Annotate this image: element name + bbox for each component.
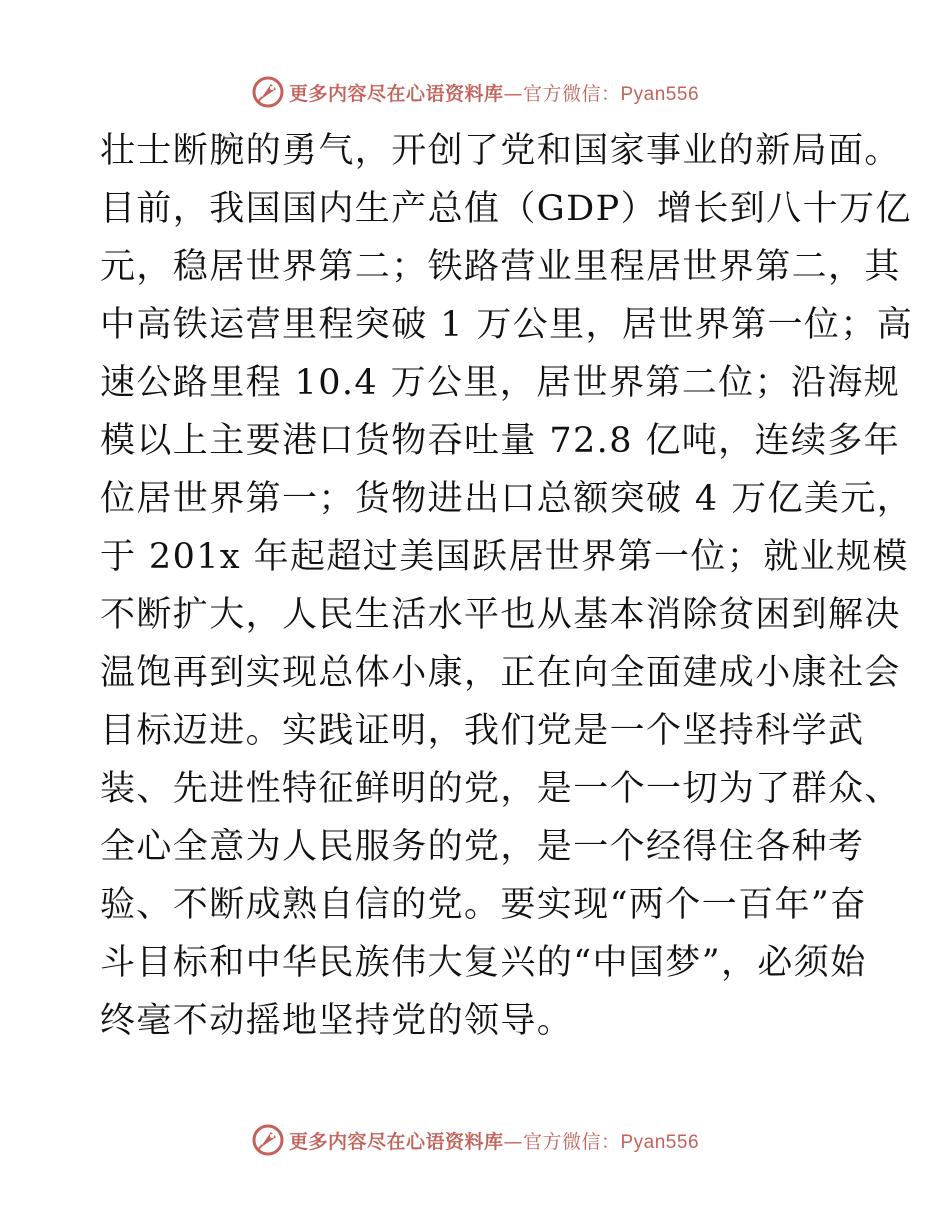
pen-nib-logo-icon xyxy=(251,1123,285,1157)
header-watermark xyxy=(0,72,950,112)
body-line: 验、不断成熟自信的党。要实现“两个一百年”奋 xyxy=(100,885,867,925)
watermark-separator: — xyxy=(503,1130,523,1153)
body-line: 终毫不动摇地坚持党的领导。 xyxy=(100,1001,574,1041)
watermark-text xyxy=(289,1127,699,1154)
watermark-text xyxy=(289,79,699,106)
body-line: 中高铁运营里程突破 1 万公里，居世界第一位；高 xyxy=(100,305,914,345)
body-line: 斗目标和中华民族伟大复兴的“中国梦”，必须始 xyxy=(100,943,867,983)
body-line: 目标迈进。实践证明，我们党是一个坚持科学武 xyxy=(100,711,865,751)
watermark-main: 更多内容尽在心语资料库 xyxy=(288,82,504,105)
watermark-main: 更多内容尽在心语资料库 xyxy=(288,1130,504,1153)
body-line: 温饱再到实现总体小康，正在向全面建成小康社会 xyxy=(100,653,901,693)
body-line: 装、先进性特征鲜明的党，是一个一切为了群众、 xyxy=(100,769,901,809)
watermark-contact: 官方微信：Pyan556 xyxy=(523,1131,700,1153)
body-line: 不断扩大，人民生活水平也从基本消除贫困到解决 xyxy=(100,595,901,635)
body-line: 壮士断腕的勇气，开创了党和国家事业的新局面。 xyxy=(100,131,901,171)
document-body xyxy=(100,122,914,1050)
body-line: 元，稳居世界第二；铁路营业里程居世界第二，其 xyxy=(100,247,901,287)
footer-watermark xyxy=(0,1120,950,1160)
body-line: 模以上主要港口货物吞吐量 72.8 亿吨，连续多年 xyxy=(100,421,901,461)
body-line: 目前，我国国内生产总值（GDP）增长到八十万亿 xyxy=(100,189,912,229)
body-line: 速公路里程 10.4 万公里，居世界第二位；沿海规 xyxy=(100,363,901,403)
watermark-contact: 官方微信：Pyan556 xyxy=(523,83,700,105)
body-line: 全心全意为人民服务的党，是一个经得住各种考 xyxy=(100,827,865,867)
pen-nib-logo-icon xyxy=(251,75,285,109)
body-line: 位居世界第一；货物进出口总额突破 4 万亿美元， xyxy=(100,479,914,519)
body-line: 于 201x 年起超过美国跃居世界第一位；就业规模 xyxy=(100,537,909,577)
watermark-separator: — xyxy=(503,82,523,105)
